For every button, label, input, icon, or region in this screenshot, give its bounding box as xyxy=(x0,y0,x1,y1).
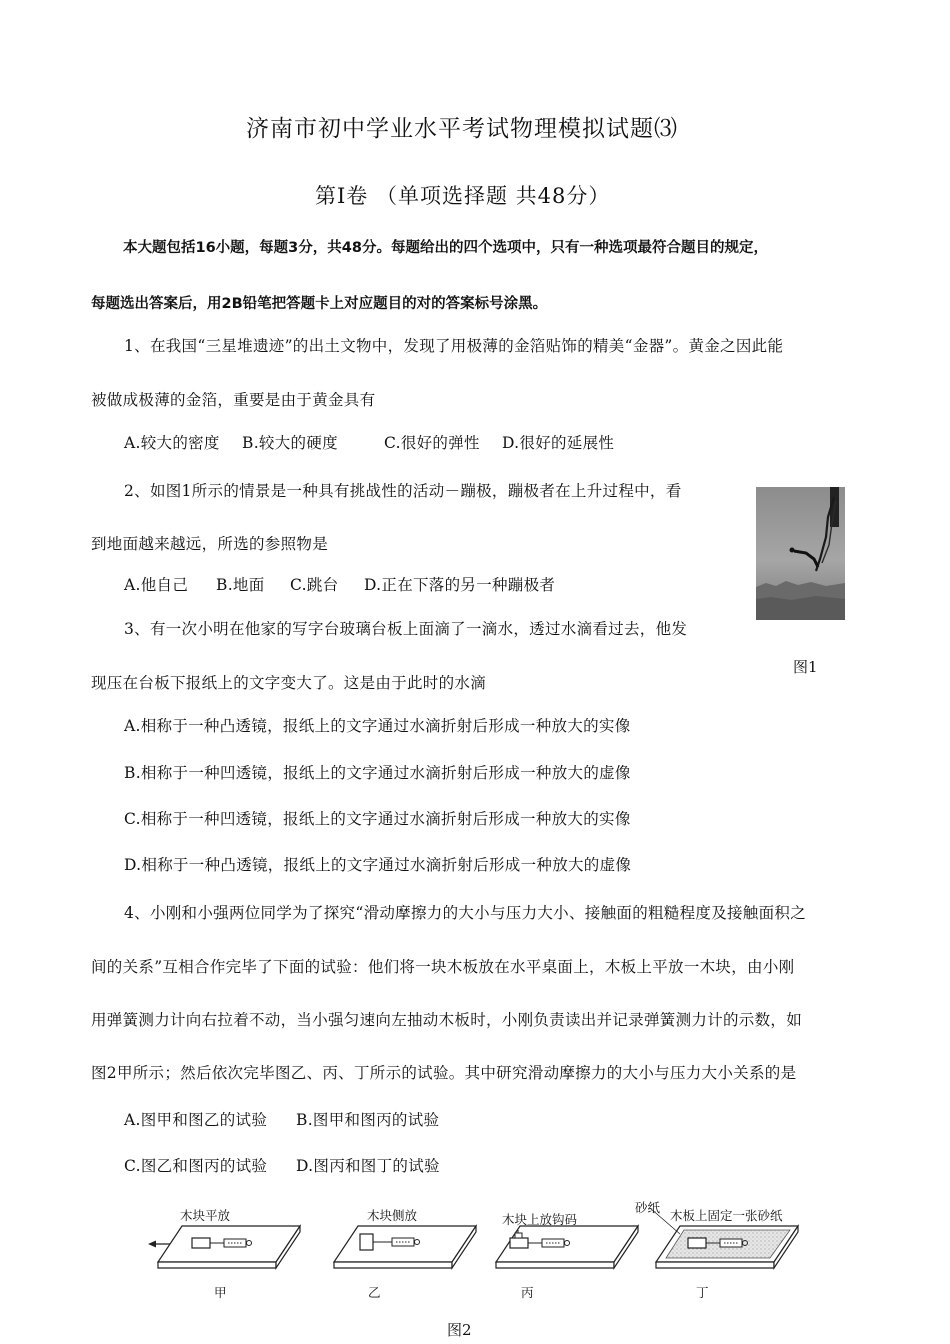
fig2-panel-ding: 丁 xyxy=(696,1285,709,1300)
q4-option-c: C.图乙和图丙的试验 xyxy=(124,1157,268,1175)
q1-option-a: A.较大的密度 xyxy=(124,434,220,452)
q4-option-b: B.图甲和图丙的试验 xyxy=(296,1111,440,1129)
q2-option-d: D.正在下落的另一种蹦极者 xyxy=(364,576,556,594)
q4-option-d: D.图丙和图丁的试验 xyxy=(296,1157,440,1175)
q2-option-c: C.跳台 xyxy=(290,576,339,594)
board-jia xyxy=(158,1226,300,1268)
q2-options xyxy=(124,573,555,595)
q1-option-b: B.较大的硬度 xyxy=(242,434,338,452)
fig2-label-bing: 木块上放钩码 xyxy=(502,1212,578,1227)
q2-option-b: B.地面 xyxy=(216,576,265,594)
q3-option-a: A.相称于一种凸透镜，报纸上的文字通过水滴折射后形成一种放大的实像 xyxy=(124,717,631,735)
bungee-photo xyxy=(756,487,845,620)
q4-line3: 用弹簧测力计向右拉着不动，当小强匀速向左抽动木板时，小刚负责读出并记录弹簧测力计的示数，如 xyxy=(91,1011,803,1029)
q4-option-a: A.图甲和图乙的试验 xyxy=(124,1111,268,1129)
board-yi xyxy=(334,1226,476,1268)
q1-line1: 1、在我国“三星堆遗迹”的出土文物中，发现了用极薄的金箔贴饰的精美“金器”。黄金之因此能 xyxy=(124,337,784,355)
instructions-line1: 本大题包括16小题，每题3分，共48分。每题给出的四个选项中，只有一种选项最符合题目的规定， xyxy=(123,240,768,256)
board-bing xyxy=(496,1226,638,1268)
q4-line4: 图2甲所示；然后依次完毕图乙、丙、丁所示的试验。其中研究滑动摩擦力的大小与压力大小关系的是 xyxy=(91,1064,797,1082)
fig2-label-jia: 木块平放 xyxy=(180,1208,231,1223)
q3-option-c: C.相称于一种凹透镜，报纸上的文字通过水滴折射后形成一种放大的实像 xyxy=(124,810,631,828)
section-title: 第Ⅰ卷 （单项选择题 共48分） xyxy=(315,184,611,208)
fig2-label-yi: 木块侧放 xyxy=(367,1208,418,1223)
q1-option-c: C.很好的弹性 xyxy=(384,434,480,452)
fig2-panel-jia: 甲 xyxy=(214,1285,227,1300)
fig2-panel-bing: 丙 xyxy=(521,1285,534,1300)
fig2-panel-yi: 乙 xyxy=(368,1285,381,1300)
q2-line1: 2、如图1所示的情景是一种具有挑战性的活动－蹦极，蹦极者在上升过程中，看 xyxy=(124,482,682,500)
q3-line2: 现压在台板下报纸上的文字变大了。这是由于此时的水滴 xyxy=(91,674,487,692)
fig1-caption: 图1 xyxy=(793,658,818,676)
q4-line1: 4、小刚和小强两位同学为了探究“滑动摩擦力的大小与压力大小、接触面的粗糙程度及接触面积之 xyxy=(124,904,806,922)
q3-option-b: B.相称于一种凹透镜，报纸上的文字通过水滴折射后形成一种放大的虚像 xyxy=(124,764,631,782)
q2-option-a: A.他自己 xyxy=(124,576,189,594)
q1-options xyxy=(124,431,614,453)
q1-line2: 被做成极薄的金箔，重要是由于黄金具有 xyxy=(91,391,376,409)
q4-options-row2 xyxy=(124,1154,440,1176)
q4-options-row1 xyxy=(124,1108,439,1130)
fig2-caption: 图2 xyxy=(447,1321,472,1339)
instructions-line2: 每题选出答案后，用2B铅笔把答题卡上对应题目的对的答案标号涂黑。 xyxy=(91,296,548,312)
page-title: 济南市初中学业水平考试物理模拟试题⑶ xyxy=(246,116,678,142)
q2-line2: 到地面越来越远，所选的参照物是 xyxy=(91,535,329,553)
q1-option-d: D.很好的延展性 xyxy=(502,434,615,452)
q4-line2: 间的关系”互相合作完毕了下面的试验：他们将一块木板放在水平桌面上，木板上平放一木块，由小刚 xyxy=(91,958,795,976)
q3-line1: 3、有一次小明在他家的写字台玻璃台板上面滴了一滴水，透过水滴看过去，他发 xyxy=(124,620,688,638)
fig2-sandpaper-label: 砂纸 xyxy=(635,1200,661,1215)
q3-option-d: D.相称于一种凸透镜，报纸上的文字通过水滴折射后形成一种放大的虚像 xyxy=(124,856,632,874)
fig2-label-ding: 木板上固定一张砂纸 xyxy=(670,1208,783,1223)
